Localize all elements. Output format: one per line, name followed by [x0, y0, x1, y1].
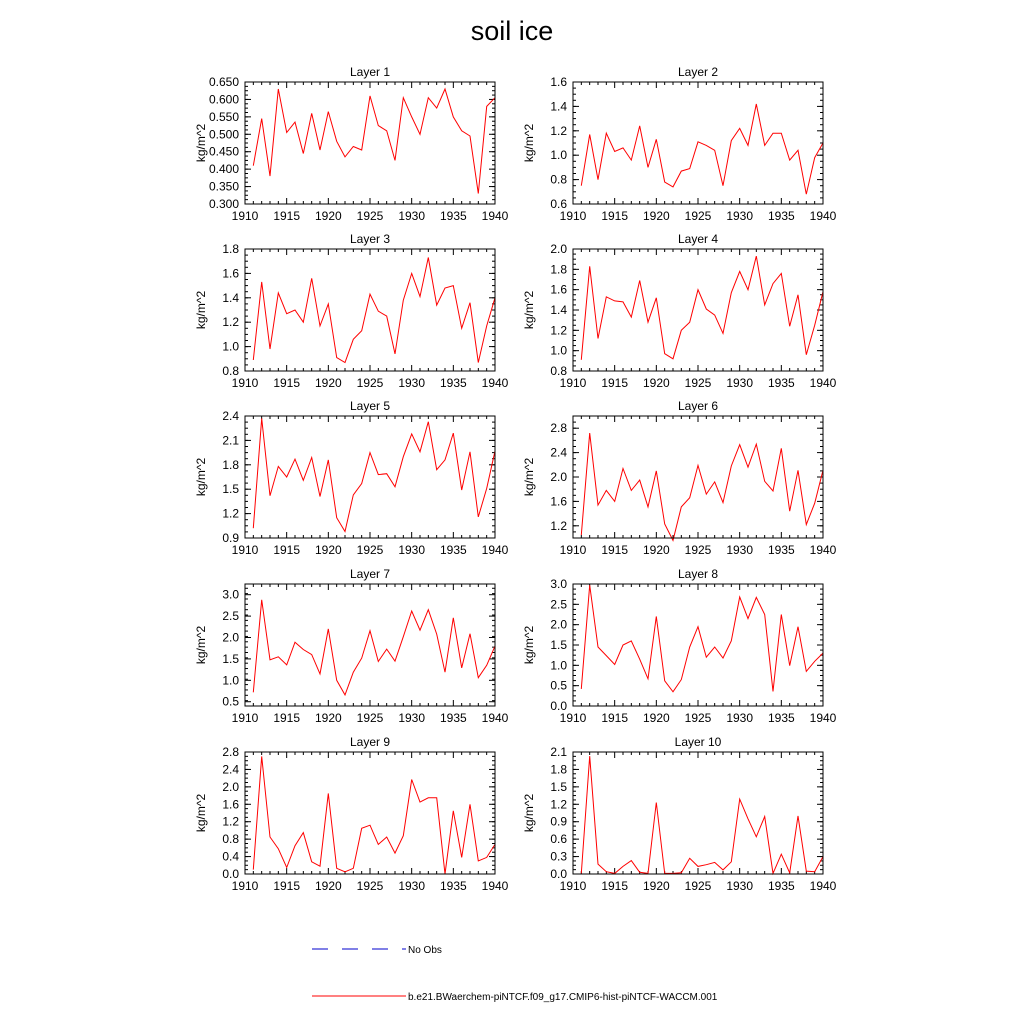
- plot-frame: [245, 249, 495, 371]
- x-tick-label: 1915: [273, 209, 301, 223]
- y-axis-label: kg/m^2: [194, 457, 208, 497]
- y-tick-label: 1.2: [222, 506, 239, 521]
- plot-frame: [245, 416, 495, 538]
- x-tick-label: 1930: [398, 376, 426, 390]
- y-tick-label: 0.4: [222, 849, 239, 864]
- x-tick-label: 1920: [314, 711, 342, 725]
- y-tick-label: 2.0: [550, 470, 567, 484]
- model-legend-label: b.e21.BWaerchem-piNTCF.f09_g17.CMIP6-hist-piNTCF-WACCM.001: [408, 992, 718, 1003]
- x-tick-label: 1925: [356, 879, 384, 893]
- y-tick-label: 0.600: [208, 92, 239, 107]
- y-tick-label: 2.8: [222, 745, 239, 759]
- x-tick-label: 1935: [439, 209, 467, 223]
- x-tick-label: 1910: [231, 376, 259, 390]
- x-tick-label: 1940: [809, 543, 837, 557]
- panel-title: Layer 9: [349, 735, 391, 749]
- x-tick-label: 1910: [559, 543, 587, 557]
- x-tick-label: 1935: [767, 376, 795, 390]
- x-tick-label: 1940: [481, 376, 509, 390]
- x-tick-label: 1935: [439, 543, 467, 557]
- y-tick-label: 2.4: [550, 445, 567, 460]
- chart-panel-8: [522, 567, 837, 725]
- x-tick-label: 1915: [273, 879, 301, 893]
- y-tick-label: 1.6: [222, 797, 239, 812]
- y-tick-label: 1.5: [550, 779, 567, 794]
- y-tick-label: 1.8: [222, 457, 239, 472]
- plot-frame: [573, 752, 823, 874]
- y-axis-label: kg/m^2: [194, 793, 208, 833]
- x-tick-label: 1930: [726, 711, 754, 725]
- x-tick-label: 1935: [767, 543, 795, 557]
- x-tick-label: 1940: [481, 879, 509, 893]
- x-tick-label: 1920: [642, 376, 670, 390]
- series-line: [581, 433, 823, 540]
- series-line: [253, 418, 495, 531]
- chart-panel-10: [522, 735, 837, 893]
- chart-panel-1: [194, 65, 509, 223]
- x-tick-label: 1935: [767, 209, 795, 223]
- y-tick-label: 1.0: [550, 658, 567, 673]
- series-line: [581, 104, 823, 194]
- y-tick-label: 2.0: [222, 630, 239, 645]
- x-tick-label: 1930: [398, 879, 426, 893]
- x-tick-label: 1925: [684, 879, 712, 893]
- y-tick-label: 1.8: [222, 242, 239, 256]
- y-tick-label: 1.4: [222, 290, 239, 305]
- x-tick-label: 1930: [726, 879, 754, 893]
- y-tick-label: 0.3: [550, 849, 567, 864]
- x-tick-label: 1930: [398, 209, 426, 223]
- y-tick-label: 1.2: [222, 315, 239, 330]
- y-tick-label: 1.0: [550, 343, 567, 358]
- y-tick-label: 2.8: [550, 421, 567, 436]
- x-tick-label: 1920: [314, 879, 342, 893]
- x-tick-label: 1920: [314, 376, 342, 390]
- y-tick-label: 2.4: [222, 409, 239, 423]
- y-tick-label: 0.0: [222, 867, 239, 881]
- x-tick-label: 1910: [231, 543, 259, 557]
- y-axis-label: kg/m^2: [194, 625, 208, 665]
- y-tick-label: 0.5: [222, 694, 239, 709]
- chart-panel-3: [194, 232, 509, 390]
- y-tick-label: 2.1: [550, 745, 567, 759]
- x-tick-label: 1930: [398, 543, 426, 557]
- y-tick-label: 2.4: [222, 762, 239, 777]
- x-tick-label: 1920: [642, 711, 670, 725]
- x-tick-label: 1915: [273, 711, 301, 725]
- x-tick-label: 1935: [439, 711, 467, 725]
- y-tick-label: 2.5: [550, 597, 567, 612]
- y-tick-label: 0.550: [208, 109, 239, 124]
- y-tick-label: 1.2: [550, 123, 567, 138]
- y-axis-label: kg/m^2: [522, 123, 536, 163]
- x-tick-label: 1915: [601, 376, 629, 390]
- x-tick-label: 1940: [481, 209, 509, 223]
- x-tick-label: 1910: [231, 711, 259, 725]
- y-tick-label: 0.8: [222, 364, 239, 378]
- y-tick-label: 0.300: [208, 197, 239, 211]
- x-tick-label: 1930: [398, 711, 426, 725]
- x-tick-label: 1920: [642, 209, 670, 223]
- y-tick-label: 0.5: [550, 678, 567, 693]
- panel-title: Layer 4: [677, 232, 719, 246]
- x-tick-label: 1910: [559, 376, 587, 390]
- x-tick-label: 1925: [356, 209, 384, 223]
- y-tick-label: 1.0: [222, 339, 239, 354]
- y-axis-label: kg/m^2: [522, 457, 536, 497]
- x-tick-label: 1940: [481, 543, 509, 557]
- y-tick-label: 0.450: [208, 144, 239, 159]
- x-tick-label: 1915: [273, 543, 301, 557]
- x-tick-label: 1940: [481, 711, 509, 725]
- panel-title: Layer 7: [349, 567, 391, 581]
- x-tick-label: 1925: [684, 711, 712, 725]
- y-axis-label: kg/m^2: [522, 625, 536, 665]
- y-tick-label: 1.2: [550, 518, 567, 533]
- x-tick-label: 1930: [726, 376, 754, 390]
- y-tick-label: 0.0: [550, 699, 567, 713]
- y-tick-label: 1.6: [550, 75, 567, 89]
- no-obs-legend-label: No Obs: [408, 945, 442, 956]
- y-tick-label: 2.0: [550, 617, 567, 632]
- y-tick-label: 0.8: [550, 172, 567, 187]
- x-tick-label: 1925: [356, 376, 384, 390]
- x-tick-label: 1915: [601, 209, 629, 223]
- y-tick-label: 1.6: [550, 282, 567, 297]
- plot-frame: [245, 752, 495, 874]
- panel-title: Layer 8: [677, 567, 719, 581]
- x-tick-label: 1915: [601, 543, 629, 557]
- y-tick-label: 0.8: [222, 832, 239, 847]
- x-tick-label: 1925: [684, 543, 712, 557]
- x-tick-label: 1925: [684, 209, 712, 223]
- y-tick-label: 1.6: [550, 494, 567, 509]
- x-tick-label: 1935: [767, 711, 795, 725]
- y-tick-label: 0.400: [208, 162, 239, 177]
- y-axis-label: kg/m^2: [522, 793, 536, 833]
- y-tick-label: 1.6: [222, 266, 239, 281]
- y-tick-label: 0.8: [550, 364, 567, 378]
- panel-title: Layer 3: [349, 232, 391, 246]
- x-tick-label: 1935: [439, 879, 467, 893]
- chart-panel-4: [522, 232, 837, 390]
- y-tick-label: 1.4: [550, 303, 567, 317]
- x-tick-label: 1920: [314, 209, 342, 223]
- y-axis-label: kg/m^2: [522, 290, 536, 330]
- y-tick-label: 0.350: [208, 179, 239, 194]
- y-tick-label: 1.5: [550, 638, 567, 652]
- x-tick-label: 1940: [809, 376, 837, 390]
- y-tick-label: 1.0: [550, 148, 567, 163]
- x-tick-label: 1935: [439, 376, 467, 390]
- y-tick-label: 2.5: [222, 609, 239, 624]
- series-line: [581, 756, 823, 873]
- series-line: [253, 600, 495, 695]
- x-tick-label: 1910: [559, 209, 587, 223]
- plot-frame: [245, 82, 495, 204]
- plot-frame: [573, 584, 823, 706]
- x-tick-label: 1915: [601, 879, 629, 893]
- x-tick-label: 1915: [273, 376, 301, 390]
- y-axis-label: kg/m^2: [194, 123, 208, 163]
- series-line: [253, 258, 495, 363]
- y-tick-label: 1.4: [550, 99, 567, 114]
- x-tick-label: 1910: [231, 879, 259, 893]
- y-tick-label: 1.8: [550, 762, 567, 777]
- y-tick-label: 3.0: [550, 577, 567, 591]
- chart-panel-6: [522, 399, 837, 557]
- series-line: [581, 256, 823, 360]
- x-tick-label: 1935: [767, 879, 795, 893]
- x-tick-label: 1930: [726, 543, 754, 557]
- y-tick-label: 0.9: [550, 814, 567, 829]
- figure-title: soil ice: [470, 16, 554, 46]
- x-tick-label: 1920: [314, 543, 342, 557]
- y-tick-label: 2.0: [222, 779, 239, 794]
- series-line: [253, 756, 495, 874]
- y-tick-label: 1.0: [222, 673, 239, 688]
- x-tick-label: 1925: [356, 543, 384, 557]
- series-line: [253, 89, 495, 194]
- y-tick-label: 1.2: [550, 323, 567, 338]
- y-tick-label: 2.0: [550, 242, 567, 256]
- x-tick-label: 1910: [559, 711, 587, 725]
- y-tick-label: 1.5: [222, 651, 239, 666]
- panel-title: Layer 10: [674, 735, 722, 749]
- x-tick-label: 1940: [809, 879, 837, 893]
- panel-title: Layer 2: [677, 65, 719, 79]
- panel-title: Layer 6: [677, 399, 719, 413]
- x-tick-label: 1910: [231, 209, 259, 223]
- chart-panel-5: [194, 399, 509, 557]
- y-tick-label: 1.2: [222, 814, 239, 829]
- chart-panel-9: [194, 735, 509, 893]
- x-tick-label: 1910: [559, 879, 587, 893]
- x-tick-label: 1920: [642, 879, 670, 893]
- y-axis-label: kg/m^2: [194, 290, 208, 330]
- y-tick-label: 0.650: [208, 75, 239, 89]
- panel-title: Layer 5: [349, 399, 391, 413]
- x-tick-label: 1915: [601, 711, 629, 725]
- y-tick-label: 0.6: [550, 832, 567, 847]
- x-tick-label: 1940: [809, 711, 837, 725]
- x-tick-label: 1925: [684, 376, 712, 390]
- plot-frame: [573, 249, 823, 371]
- chart-panel-7: [194, 567, 509, 725]
- x-tick-label: 1940: [809, 209, 837, 223]
- panel-title: Layer 1: [349, 65, 391, 79]
- y-tick-label: 2.1: [222, 433, 239, 448]
- series-line: [581, 585, 823, 692]
- chart-panel-2: [522, 65, 837, 223]
- x-tick-label: 1930: [726, 209, 754, 223]
- y-tick-label: 0.6: [550, 197, 567, 211]
- y-tick-label: 1.2: [550, 797, 567, 812]
- y-tick-label: 1.8: [550, 262, 567, 277]
- y-tick-label: 0.0: [550, 867, 567, 881]
- y-tick-label: 0.500: [208, 127, 239, 142]
- y-tick-label: 0.9: [222, 531, 239, 545]
- y-tick-label: 3.0: [222, 587, 239, 602]
- y-tick-label: 1.5: [222, 482, 239, 497]
- x-tick-label: 1920: [642, 543, 670, 557]
- x-tick-label: 1925: [356, 711, 384, 725]
